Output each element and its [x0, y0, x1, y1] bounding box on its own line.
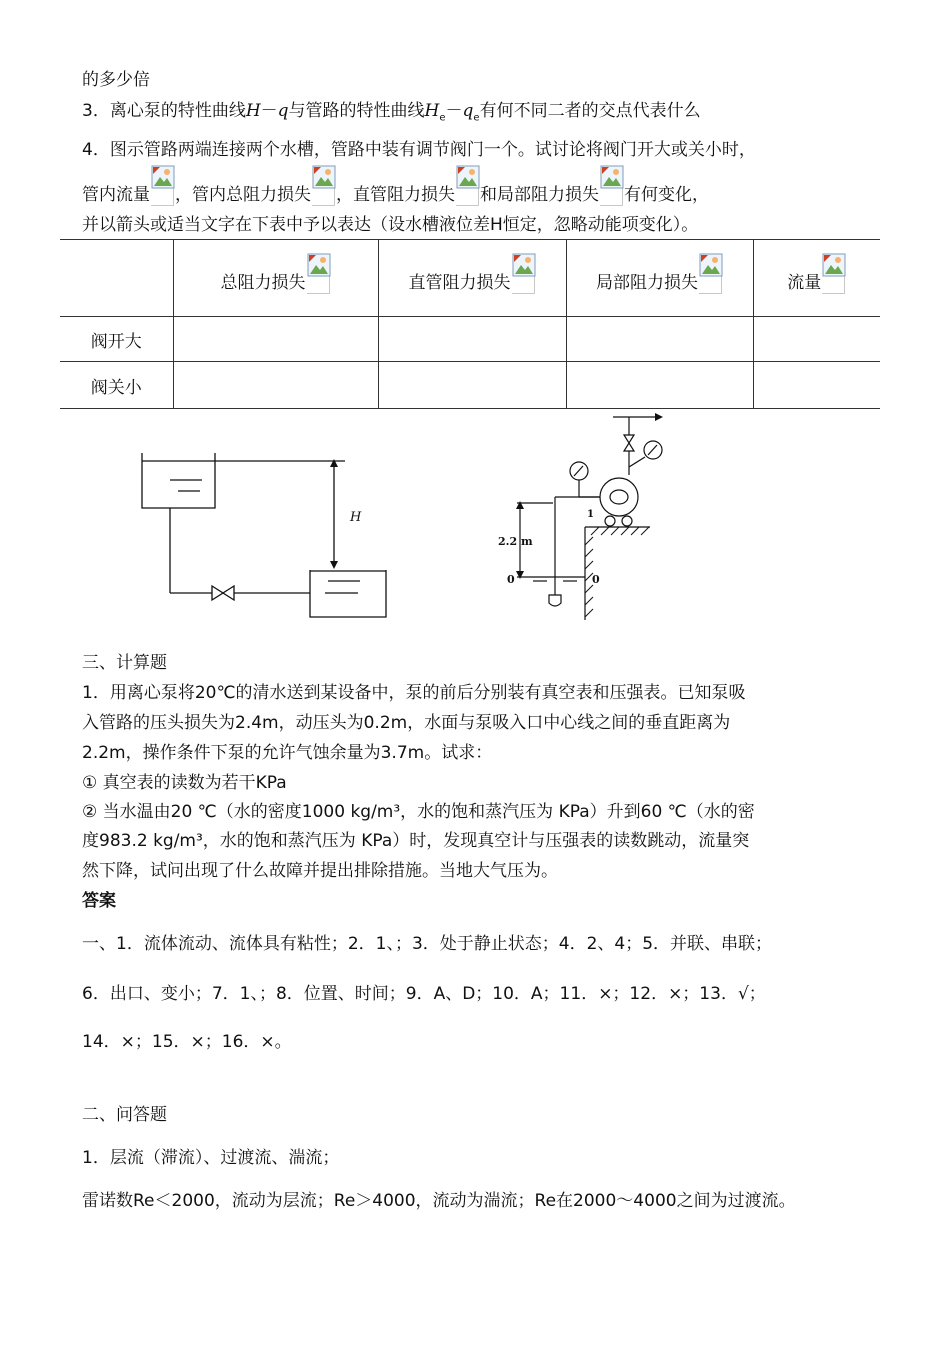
- answer-line: 14．×；15．×；16．×。: [82, 1032, 292, 1052]
- height-label: H: [350, 510, 362, 525]
- broken-image-icon: [512, 263, 535, 294]
- tank-pipe-diagram: [130, 445, 390, 625]
- subscript-e: e: [473, 112, 480, 124]
- answer-line: 雷诺数Re＜2000，流动为层流；Re＞4000，流动为湍流；Re在2000～4000之间为过渡流。: [82, 1191, 796, 1211]
- table-row: [60, 317, 880, 362]
- table-corner-cell: [60, 240, 173, 317]
- text-line: 入管路的压头损失为2.4m，动压头为0.2m，水面与泵吸入口中心线之间的垂直距离为: [82, 713, 731, 733]
- question-3: [82, 99, 701, 130]
- section-title: 二、问答题: [82, 1105, 167, 1125]
- pump-foot: [605, 516, 615, 526]
- row-label: 阀关小: [60, 362, 173, 409]
- symbol-qe: q: [462, 101, 474, 121]
- question-4-cont: [82, 175, 709, 207]
- text-segment: 3．离心泵的特性曲线: [82, 101, 246, 121]
- table-cell: [753, 317, 880, 362]
- broken-image-icon: [307, 263, 330, 294]
- ground-hatching: [585, 527, 649, 617]
- text-line: 的多少倍: [82, 70, 150, 90]
- table-cell: [173, 317, 378, 362]
- text-segment: 有何不同二者的交点代表什么: [479, 101, 701, 121]
- text-segment: 管内流量: [82, 185, 150, 205]
- text-line: ② 当水温由20 ℃（水的密度1000 kg/m³，水的饱和蒸汽压为 KPa）升到60 ℃（水的密: [82, 802, 755, 822]
- text-segment: －: [445, 101, 463, 121]
- discharge-valve: [624, 435, 634, 451]
- header-local-loss: [566, 240, 753, 317]
- text-segment: －: [260, 101, 278, 121]
- flow-arrow-icon: [655, 413, 663, 421]
- header-flow-rate: [753, 240, 880, 317]
- table-cell: [173, 362, 378, 409]
- section-title: 三、计算题: [82, 653, 167, 673]
- text-segment: 有何变化，: [624, 185, 709, 205]
- header-total-loss: [173, 240, 378, 317]
- table-cell: [566, 317, 753, 362]
- symbol-he: H: [424, 101, 440, 121]
- question-4-instruction: 并以箭头或适当文字在下表中予以表达（设水槽液位差H恒定，忽略动能项变化）。: [82, 215, 699, 235]
- broken-image-icon: [151, 175, 174, 206]
- answers-title: 答案: [82, 891, 116, 911]
- answer-line: 1．层流（滞流）、过渡流、湍流；: [82, 1148, 340, 1168]
- table-cell: [566, 362, 753, 409]
- header-straight-pipe-loss: [378, 240, 566, 317]
- gauge-needle: [574, 466, 583, 476]
- answer-line: 一、1．流体流动、流体具有粘性；2．1、；3．处于静止状态；4．2、4；5．并联、串联；: [82, 934, 773, 954]
- text-segment: 与管路的特性曲线: [288, 101, 425, 121]
- level-label-left: 0: [507, 573, 515, 586]
- broken-image-icon: [822, 263, 845, 294]
- text-line: 1．用离心泵将20℃的清水送到某设备中，泵的前后分别装有真空表和压强表。已知泵吸: [82, 683, 746, 703]
- gauge-needle: [648, 445, 657, 455]
- text-segment: ，管内总阻力损失: [175, 185, 311, 205]
- subscript-e: e: [439, 112, 446, 124]
- header-label: 总阻力损失: [220, 272, 306, 293]
- pump-diagram: [495, 405, 685, 630]
- valve: [212, 586, 234, 600]
- answer-line: 6．出口、变小；7．1、；8．位置、时间；9．A、D；10．A；11．×；12．×；13．√；: [82, 984, 766, 1004]
- text-line: 然下降，试问出现了什么故障并提出排除措施。当地大气压为。: [82, 861, 558, 881]
- text-segment: ，直管阻力损失: [336, 185, 455, 205]
- header-label: 直管阻力损失: [408, 272, 511, 293]
- broken-image-icon: [456, 175, 479, 206]
- table-header-row: [60, 240, 880, 317]
- pump-casing: [600, 478, 638, 516]
- foot-valve: [549, 595, 561, 606]
- text-line: 2.2m，操作条件下泵的允许气蚀余量为3.7m。试求：: [82, 743, 493, 763]
- text-line: ① 真空表的读数为若干KPa: [82, 773, 287, 793]
- broken-image-icon: [699, 263, 722, 294]
- pump-foot: [622, 516, 632, 526]
- table-cell: [753, 362, 880, 409]
- text-line: 度983.2 kg/m³，水的饱和蒸汽压为 KPa）时，发现真空计与压强表的读数跳动，流量突: [82, 831, 750, 851]
- symbol-h: H: [245, 101, 261, 121]
- text-segment: 和局部阻力损失: [480, 185, 599, 205]
- symbol-q: q: [277, 101, 289, 121]
- header-label: 流量: [787, 272, 822, 293]
- row-label: 阀开大: [60, 317, 173, 362]
- table-row: [60, 362, 880, 409]
- broken-image-icon: [600, 175, 623, 206]
- level-label-right: 0: [592, 573, 600, 586]
- question-4: 4．图示管路两端连接两个水槽，管路中装有调节阀门一个。试讨论将阀门开大或关小时，: [82, 140, 756, 160]
- gauge-stem: [629, 457, 645, 467]
- point-label: 1: [587, 509, 594, 520]
- header-label: 局部阻力损失: [596, 272, 698, 293]
- height-label: 2.2 m: [498, 535, 533, 548]
- pump-eye: [610, 490, 628, 504]
- broken-image-icon: [312, 175, 335, 206]
- table-cell: [378, 362, 566, 409]
- answer-table: [60, 239, 880, 409]
- table-cell: [378, 317, 566, 362]
